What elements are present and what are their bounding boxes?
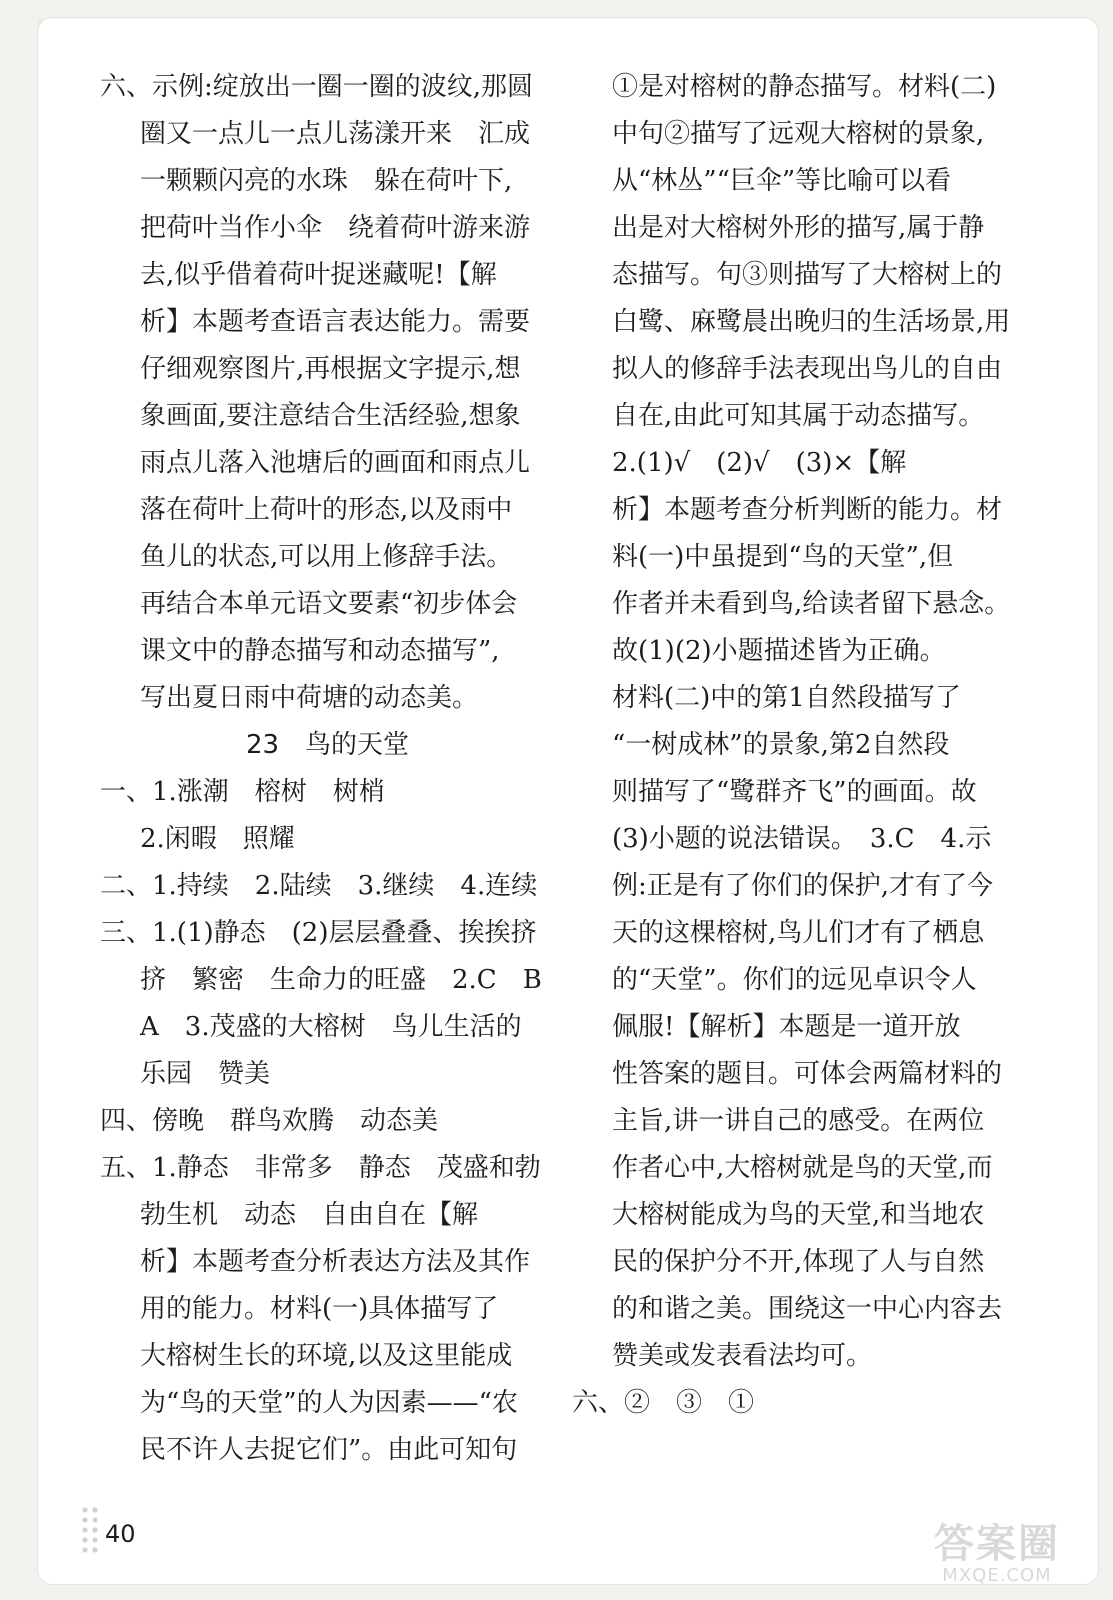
- text-line: 天的这棵榕树,鸟儿们才有了栖息: [612, 918, 985, 948]
- text-line: 的和谐之美。围绕这一中心内容去: [612, 1294, 1003, 1324]
- text-line: ①是对榕树的静态描写。材料(二): [612, 72, 997, 102]
- text-line: 析】本题考查分析表达方法及其作: [140, 1247, 531, 1277]
- text-line: 民不许人去捉它们”。由此可知句: [140, 1435, 518, 1465]
- left-column: [100, 64, 555, 1474]
- watermark: [897, 1522, 1097, 1592]
- text-line: 大榕树能成为鸟的天堂,和当地农: [612, 1200, 985, 1230]
- watermark-mark: 答案圈: [934, 1521, 1060, 1567]
- page-number: 40: [105, 1520, 136, 1548]
- text-line: 用的能力。材料(一)具体描写了: [140, 1294, 499, 1324]
- text-line: 四、傍晚 群鸟欢腾 动态美: [100, 1106, 439, 1136]
- text-line: 六、② ③ ①: [572, 1388, 755, 1418]
- text-line: 出是对大榕树外形的描写,属于静: [612, 213, 985, 243]
- text-line: 作者并未看到鸟,给读者留下悬念。: [612, 589, 1011, 619]
- text-line: 写出夏日雨中荷塘的动态美。: [140, 683, 479, 713]
- text-line: 把荷叶当作小伞 绕着荷叶游来游: [140, 213, 531, 243]
- text-line: 料(一)中虽提到“鸟的天堂”,但: [612, 542, 954, 572]
- text-line: 去,似乎借着荷叶捉迷藏呢!【解: [140, 260, 497, 290]
- text-line: 雨点儿落入池塘后的画面和雨点儿: [140, 448, 531, 478]
- text-line: 作者心中,大榕树就是鸟的天堂,而: [612, 1153, 993, 1183]
- text-line: 2.闲暇 照耀: [140, 824, 295, 854]
- text-line: 二、1.持续 2.陆续 3.继续 4.连续: [100, 871, 538, 901]
- text-line: 自在,由此可知其属于动态描写。: [612, 401, 985, 431]
- right-column: [572, 64, 1042, 1427]
- text-line: 五、1.静态 非常多 静态 茂盛和勃: [100, 1153, 541, 1183]
- text-line: “一树成林”的景象,第2自然段: [612, 730, 950, 760]
- text-line: 性答案的题目。可体会两篇材料的: [612, 1059, 1003, 1089]
- text-line: (3)小题的说法错误。 3.C 4.示: [612, 824, 992, 854]
- text-line: 析】本题考查语言表达能力。需要: [140, 307, 531, 337]
- decorative-dots: [80, 1505, 100, 1555]
- text-line: 象画面,要注意结合生活经验,想象: [140, 401, 521, 431]
- text-line: 六、示例:绽放出一圈一圈的波纹,那圆: [100, 72, 534, 102]
- text-line: 赞美或发表看法均可。: [612, 1341, 873, 1371]
- text-line: A 3.茂盛的大榕树 鸟儿生活的: [140, 1012, 522, 1042]
- text-line: 再结合本单元语文要素“初步体会: [140, 589, 518, 619]
- text-line: 圈又一点儿一点儿荡漾开来 汇成: [140, 119, 531, 149]
- section-heading: 23 鸟的天堂: [245, 730, 410, 760]
- text-line: 为“鸟的天堂”的人为因素——“农: [140, 1388, 518, 1418]
- text-line: 白鹭、麻鹭晨出晚归的生活场景,用: [612, 307, 1011, 337]
- text-line: 挤 繁密 生命力的旺盛 2.C B: [140, 965, 542, 995]
- text-line: 仔细观察图片,再根据文字提示,想: [140, 354, 521, 384]
- text-line: 三、1.(1)静态 (2)层层叠叠、挨挨挤: [100, 918, 537, 948]
- text-line: 佩服!【解析】本题是一道开放: [612, 1012, 961, 1042]
- text-line: 乐园 赞美: [140, 1059, 271, 1089]
- text-line: 析】本题考查分析判断的能力。材: [612, 495, 1003, 525]
- text-line: 课文中的静态描写和动态描写”,: [140, 636, 500, 666]
- watermark-url: MXQE.COM: [942, 1565, 1052, 1586]
- text-line: 例:正是有了你们的保护,才有了今: [612, 871, 994, 901]
- text-line: 故(1)(2)小题描述皆为正确。: [612, 636, 946, 666]
- text-line: 的“天堂”。你们的远见卓识令人: [612, 965, 977, 995]
- text-line: 民的保护分不开,体现了人与自然: [612, 1247, 985, 1277]
- text-line: 2.(1)√ (2)√ (3)×【解: [612, 448, 907, 478]
- text-line: 从“林丛”“巨伞”等比喻可以看: [612, 166, 952, 196]
- text-line: 勃生机 动态 自由自在【解: [140, 1200, 479, 1230]
- text-line: 主旨,讲一讲自己的感受。在两位: [612, 1106, 985, 1136]
- text-line: 一颗颗闪亮的水珠 躲在荷叶下,: [140, 166, 513, 196]
- text-line: 则描写了“鹭群齐飞”的画面。故: [612, 777, 977, 807]
- text-line: 材料(二)中的第1自然段描写了: [612, 683, 961, 713]
- text-line: 态描写。句③则描写了大榕树上的: [612, 260, 1003, 290]
- text-line: 拟人的修辞手法表现出鸟儿的自由: [612, 354, 1003, 384]
- text-line: 落在荷叶上荷叶的形态,以及雨中: [140, 495, 513, 525]
- text-line: 中句②描写了远观大榕树的景象,: [612, 119, 985, 149]
- text-line: 大榕树生长的环境,以及这里能成: [140, 1341, 513, 1371]
- text-line: 一、1.涨潮 榕树 树梢: [100, 777, 385, 807]
- text-line: 鱼儿的状态,可以用上修辞手法。: [140, 542, 513, 572]
